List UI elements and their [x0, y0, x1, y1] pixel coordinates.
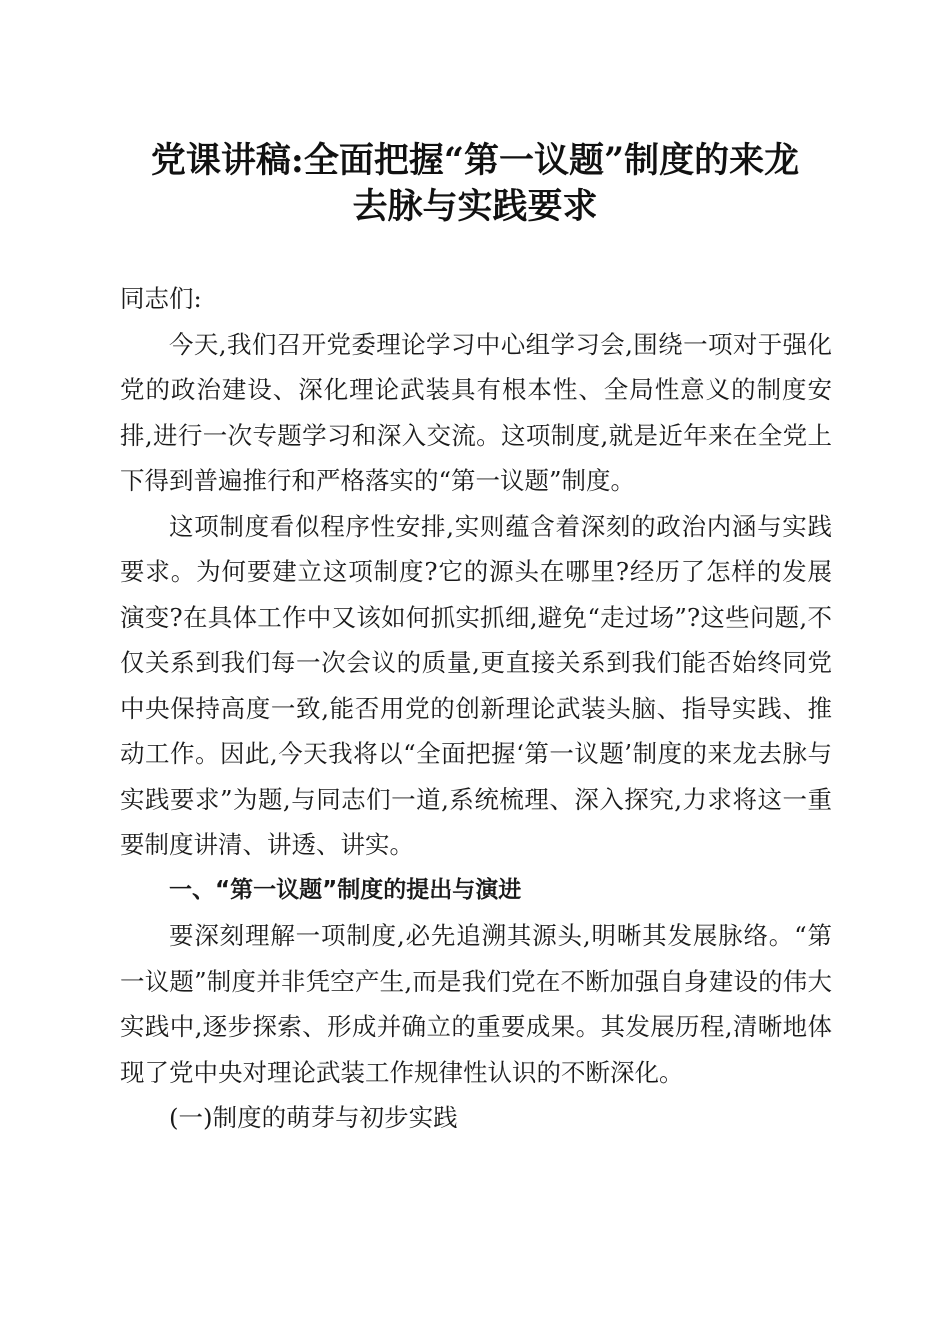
- paragraph-intro: 今天,我们召开党委理论学习中心组学习会,围绕一项对于强化党的政治建设、深化理论武装具有根本性、全局性意义的制度安排,进行一次专题学习和深入交流。这项制度,就是近年来在全党上下得到普遍推行和严格落实的“第一议题”制度。: [120, 329, 832, 495]
- paragraph-questions: 这项制度看似程序性安排,实则蕴含着深刻的政治内涵与实践要求。为何要建立这项制度?它的源头在哪里?经历了怎样的发展演变?在具体工作中又该如何抓实抓细,避免“走过场”?这些问题,不仅关系到我们每一次会议的质量,更直接关系到我们能否始终同党中央保持高度一致,能否用党的创新理论武装头脑、指导实践、推动工作。因此,今天我将以“全面把握‘第一议题’制度的来龙去脉与实践要求”为题,与同志们一道,系统梳理、深入探究,力求将这一重要制度讲清、讲透、讲实。: [120, 511, 832, 859]
- subsection-heading-1: (一)制度的萌芽与初步实践: [169, 1103, 458, 1132]
- title-line-2: 去脉与实践要求: [352, 186, 598, 227]
- salutation: 同志们:: [120, 284, 202, 313]
- section-heading-1: 一、“第一议题”制度的提出与演进: [169, 876, 522, 903]
- title-line-1: 党课讲稿:全面把握“第一议题”制度的来龙: [150, 140, 800, 181]
- document-title: [110, 138, 840, 230]
- paragraph-origin: 要深刻理解一项制度,必先追溯其源头,明晰其发展脉络。“第一议题”制度并非凭空产生,而是我们党在不断加强自身建设的伟大实践中,逐步探索、形成并确立的重要成果。其发展历程,清晰地体现了党中央对理论武装工作规律性认识的不断深化。: [120, 921, 832, 1087]
- document-body: [120, 276, 832, 1141]
